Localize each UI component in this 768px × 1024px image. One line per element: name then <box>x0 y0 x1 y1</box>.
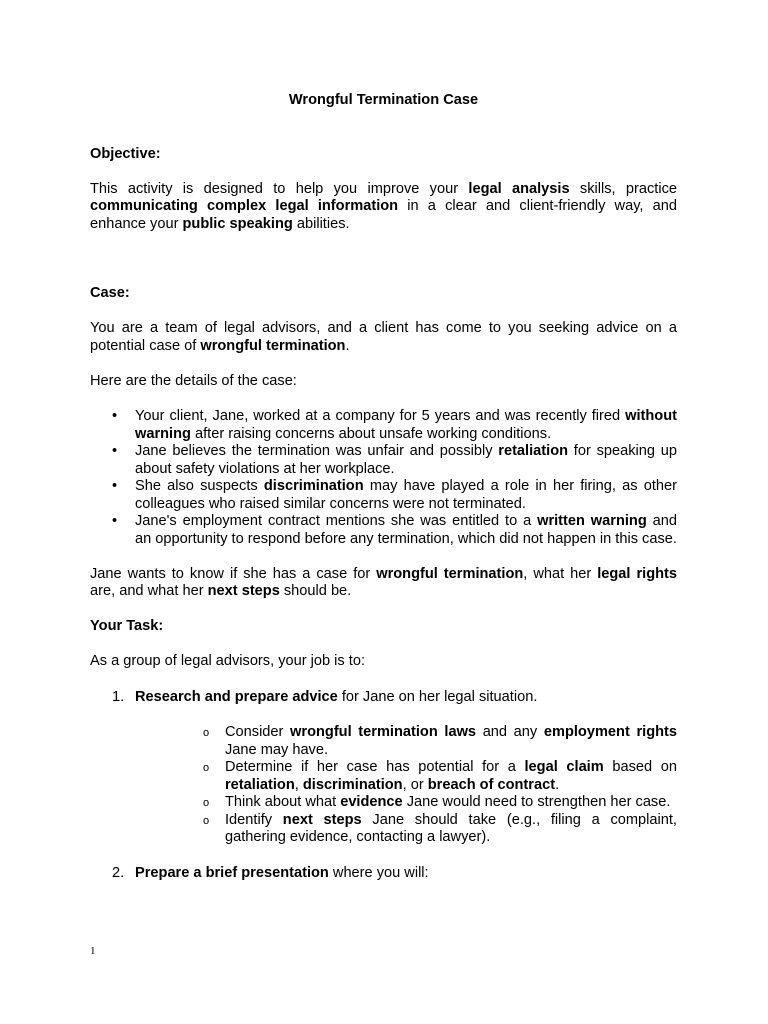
text-run: and any <box>476 724 544 740</box>
bold-run: wrongful termination laws <box>290 724 477 740</box>
text-run: are, and what her <box>90 583 208 599</box>
bold-run: discrimination <box>302 776 403 793</box>
text-run: skills, practice <box>569 180 678 197</box>
text-run: should be. <box>279 583 352 599</box>
text-run: may have played a role in her firing, as other colleagues who raised similar concerns were not terminated. <box>135 478 677 512</box>
text-run: Jane's employment contract mentions she was entitled to a <box>135 513 538 529</box>
objective-heading: Objective: <box>90 145 161 162</box>
bold-run: next steps <box>282 811 362 828</box>
document-body <box>90 92 677 882</box>
bold-run: wrongful termination <box>376 565 524 582</box>
text-run: for Jane on her legal situation. <box>337 688 538 705</box>
text-run: Jane should take (e.g., filing a complaint, gathering evidence, contacting a lawyer). <box>225 811 677 845</box>
bold-run: discrimination <box>263 478 364 494</box>
list-item <box>90 408 677 443</box>
bold-run: legal analysis <box>468 180 570 197</box>
text-run: You are a team of legal advisors, and a client has come to you seeking advice on a potential case of <box>90 320 677 354</box>
text-run: , what her <box>523 565 598 582</box>
text-run: Identify <box>225 811 283 828</box>
sublist-item <box>135 724 677 759</box>
bold-run: Prepare a brief presentation <box>135 864 329 881</box>
sublist-item <box>135 794 677 812</box>
text-run: . <box>555 776 560 793</box>
text-run: Think about what <box>225 794 341 810</box>
text-run: Jane would need to strengthen her case. <box>402 794 671 810</box>
text-run: for speaking up about safety violations at her workplace. <box>135 443 677 477</box>
sublist-item <box>135 812 677 847</box>
bold-run: wrongful termination <box>200 337 346 354</box>
text-run: Jane wants to know if she has a case for <box>90 565 377 582</box>
text-run: . <box>345 337 350 354</box>
bold-run: legal rights <box>597 565 678 582</box>
bold-run: retaliation <box>225 776 295 793</box>
text-run: abilities. <box>292 215 350 232</box>
page-number: 1 <box>90 945 96 957</box>
text-run: Determine if her case has potential for a <box>225 759 525 775</box>
bold-run: legal claim <box>524 759 604 775</box>
objective-paragraph <box>90 181 677 234</box>
text-run: based on <box>603 759 677 775</box>
case-heading: Case: <box>90 285 130 301</box>
list-number: 2. <box>112 864 125 881</box>
text-run: Jane believes the termination was unfair and possibly <box>135 443 499 459</box>
list-item <box>90 443 677 478</box>
task-heading: Your Task: <box>90 618 164 634</box>
bold-run: without warning <box>135 408 677 442</box>
text-run: where you will: <box>328 864 429 881</box>
bold-run: communicating complex legal information <box>90 198 399 214</box>
list-item <box>90 478 677 513</box>
case-conclusion-paragraph <box>90 566 677 601</box>
task-sublist <box>135 724 677 847</box>
text-run: and an opportunity to respond before any termination, which did not happen in this case. <box>135 513 677 547</box>
sublist-item <box>135 759 677 794</box>
text-run: after raising concerns about unsafe working conditions. <box>190 425 552 442</box>
text-run: Your client, Jane, worked at a company for 5 years and was recently fired <box>135 408 626 424</box>
bold-run: evidence <box>340 794 403 810</box>
bold-run: employment rights <box>543 724 677 740</box>
bold-run: public speaking <box>182 215 293 232</box>
document-title: Wrongful Termination Case <box>288 92 479 108</box>
case-details-list <box>90 408 677 548</box>
text-run: This activity is designed to help you improve your <box>90 180 469 197</box>
task-intro: As a group of legal advisors, your job is to: <box>90 653 365 669</box>
list-item <box>90 513 677 548</box>
text-run: Consider <box>225 724 291 740</box>
text-run: She also suspects <box>135 478 264 494</box>
case-intro-paragraph <box>90 320 677 355</box>
bold-run: breach of contract <box>427 776 556 793</box>
bold-run: Research and prepare advice <box>135 688 338 705</box>
case-details-label: Here are the details of the case: <box>90 372 297 389</box>
list-number: 1. <box>112 688 125 705</box>
task-item <box>90 865 677 883</box>
bold-run: next steps <box>207 583 280 599</box>
bold-run: retaliation <box>498 443 569 459</box>
text-run: in a clear and client-friendly way, and enhance your <box>90 198 677 232</box>
task-item <box>90 689 677 847</box>
bold-run: written warning <box>537 513 647 529</box>
text-run: Jane may have. <box>225 741 329 758</box>
text-run: , or <box>402 776 428 793</box>
task-list <box>90 689 677 883</box>
text-run: , <box>294 776 303 793</box>
